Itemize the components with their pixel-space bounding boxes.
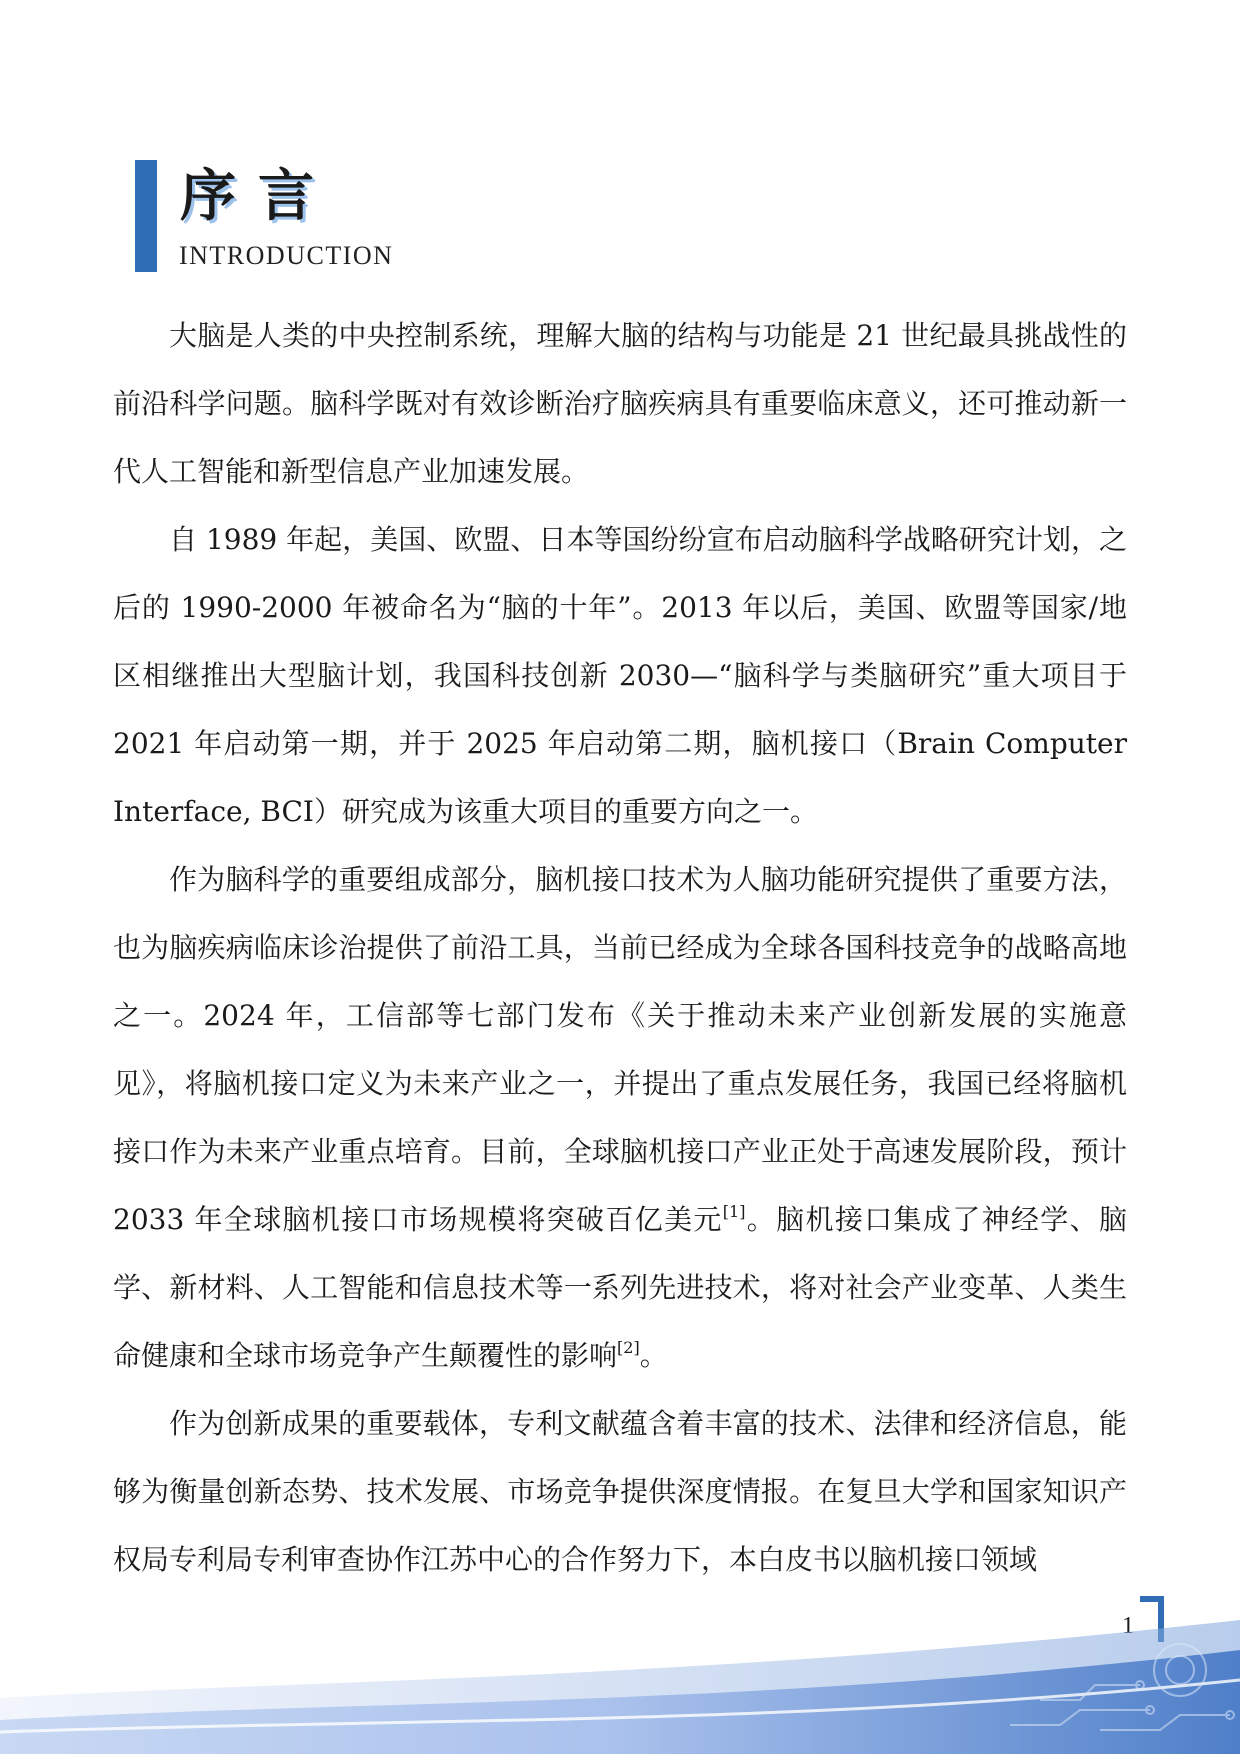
paragraph-3-text-b: 。脑机接口集成了神经学、脑学、新材料、人工智能和信息技术等一系列先进技术，将对社会产业变革、人类生命健康和全球市场竞争产生颠覆性的影响 bbox=[113, 1203, 1127, 1372]
paragraph-3 bbox=[113, 846, 1127, 1390]
page-subtitle: INTRODUCTION bbox=[179, 241, 394, 270]
paragraph-1: 大脑是人类的中央控制系统，理解大脑的结构与功能是 21 世纪最具挑战性的前沿科学问题。脑科学既对有效诊断治疗脑疾病具有重要临床意义，还可推动新一代人工智能和新型信息产业加速发展。 bbox=[113, 319, 1127, 488]
reference-1: [1] bbox=[722, 1202, 746, 1221]
title-accent-bar bbox=[135, 160, 157, 272]
footer-wave-decoration bbox=[0, 1580, 1240, 1754]
body-text bbox=[113, 302, 1127, 1594]
paragraph-4: 作为创新成果的重要载体，专利文献蕴含着丰富的技术、法律和经济信息，能够为衡量创新态势、技术发展、市场竞争提供深度情报。在复旦大学和国家知识产权局专利局专利审查协作江苏中心的合作努力下，本白皮书以脑机接口领域 bbox=[113, 1407, 1127, 1576]
page-title: 序言 bbox=[180, 164, 336, 229]
reference-2: [2] bbox=[617, 1338, 640, 1357]
page-number: 1 bbox=[1122, 1613, 1134, 1639]
paragraph-3-text-a: 作为脑科学的重要组成部分，脑机接口技术为人脑功能研究提供了重要方法，也为脑疾病临床诊治提供了前沿工具，当前已经成为全球各国科技竞争的战略高地之一。2024 年，工信部等七部门发布《关于推动未来产业创新发展的实施意见》，将脑机接口定义为未来产业之一，并提出了重点发展任务，我国已经将脑机接口作为未来产业重点培育。目前，全球脑机接口产业正处于高速发展阶段，预计 2033 年全球脑机接口市场规模将突破百亿美元 bbox=[113, 863, 1127, 1236]
paragraph-2: 自 1989 年起，美国、欧盟、日本等国纷纷宣布启动脑科学战略研究计划，之后的 1990-2000 年被命名为“脑的十年”。2013 年以后，美国、欧盟等国家/地区相继推出大型脑计划，我国科技创新 2030—“脑科学与类脑研究”重大项目于 2021 年启动第一期，并于 2025 年启动第二期，脑机接口（Brain Computer Interface, BCI）研究成为该重大项目的重要方向之一。 bbox=[113, 523, 1127, 828]
paragraph-3-text-c: 。 bbox=[639, 1339, 668, 1372]
